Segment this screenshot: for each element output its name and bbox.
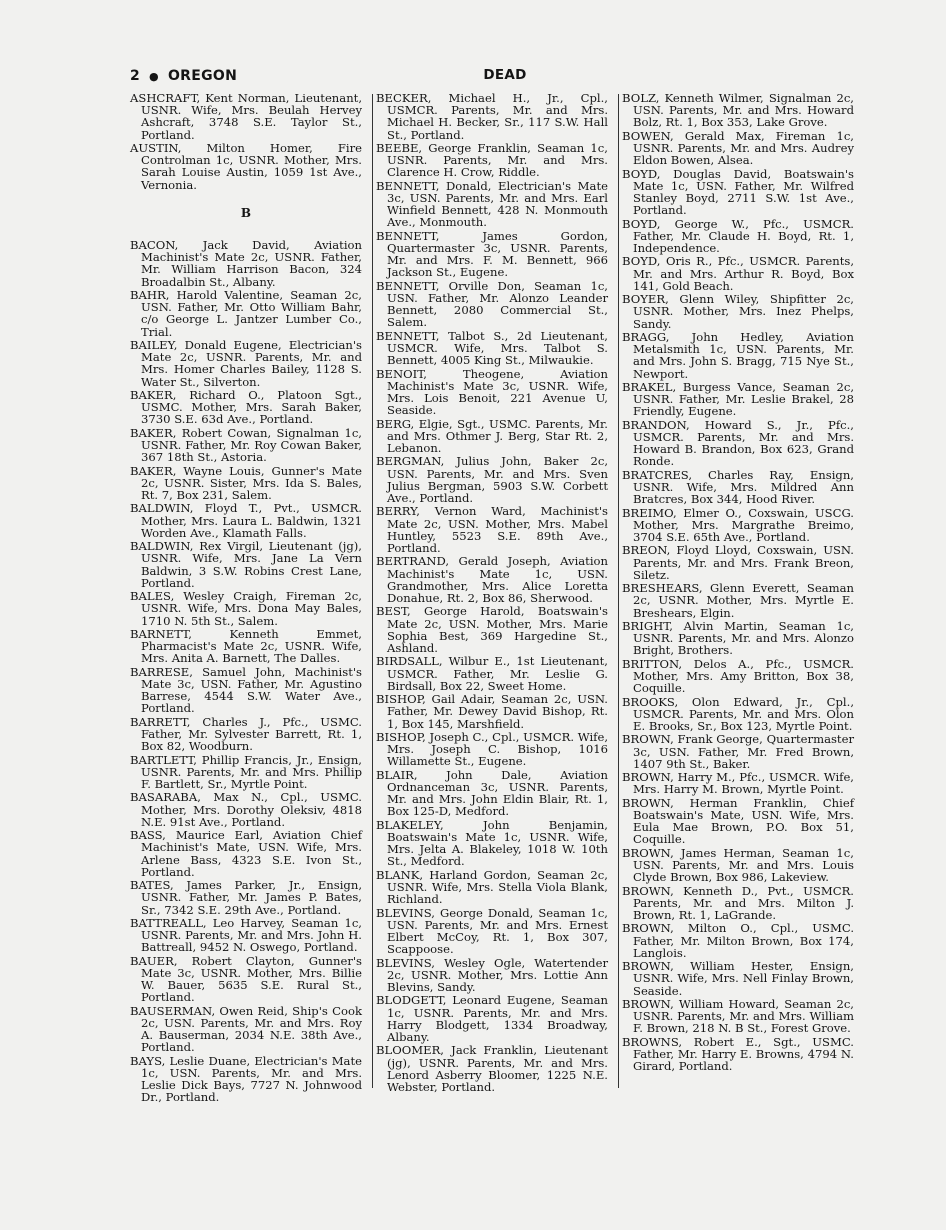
casualty-entry: AUSTIN, Milton Homer, Fire Controlman 1c, USNR. Mother, Mrs. Sarah Louise Austin, 1059 1st Ave., Vernonia. <box>130 141 362 192</box>
casualty-entry: BROWN, Milton O., Cpl., USMC. Father, Mr. Milton Brown, Box 174, Langlois. <box>622 921 854 960</box>
casualty-entry: BROWN, William Hester, Ensign, USNR. Wife, Mrs. Nell Finlay Brown, Seaside. <box>622 959 854 998</box>
casualty-entry: BOWEN, Gerald Max, Fireman 1c, USNR. Parents, Mr. and Mrs. Audrey Eldon Bowen, Alsea. <box>622 128 854 168</box>
casualty-entry: BRAKEL, Burgess Vance, Seaman 2c, USNR. Father, Mr. Leslie Brakel, 28 Friendly, Eugene. <box>622 379 854 419</box>
casualty-entry: BISHOP, Joseph C., Cpl., USMCR. Wife, Mrs. Joseph C. Bishop, 1016 Willamette St., Eugene. <box>376 729 608 769</box>
page-header <box>130 66 860 88</box>
casualty-entry: BIRDSALL, Wilbur E., 1st Lieutenant, USMCR. Father, Mr. Leslie G. Birdsall, Box 22, Sweet Home. <box>376 654 608 693</box>
casualty-entry: BAYS, Leslie Duane, Electrician's Mate 1c, USN. Parents, Mr. and Mrs. Leslie Dick Bays, 7727 N. Johnwood Dr., Portland. <box>130 1053 362 1105</box>
column-2 <box>376 92 608 1094</box>
casualty-entry: BOYD, Oris R., Pfc., USMCR. Parents, Mr. and Mrs. Arthur R. Boyd, Box 141, Gold Beach. <box>622 254 854 293</box>
casualty-entry: BALES, Wesley Craigh, Fireman 2c, USNR. Wife, Mrs. Dona May Bales, 1710 N. 5th St., Salem. <box>130 589 362 628</box>
casualty-entry: BAHR, Harold Valentine, Seaman 2c, USN. Father, Mr. Otto William Bahr, c/o George L. Jantzer Lumber Co., Trial. <box>130 288 362 339</box>
casualty-entry: BATES, James Parker, Jr., Ensign, USNR. Father, Mr. James P. Bates, Sr., 7342 S.E. 29th Ave., Portland. <box>130 878 362 917</box>
casualty-entry: BAKER, Richard O., Platoon Sgt., USMC. Mother, Mrs. Sarah Baker, 3730 S.E. 63d Ave., Portland. <box>130 388 362 427</box>
casualty-entry: BENNETT, Orville Don, Seaman 1c, USN. Father, Mr. Alonzo Leander Bennett, 2080 Commercial St., Salem. <box>376 278 608 330</box>
casualty-entry: BRIGHT, Alvin Martin, Seaman 1c, USNR. Parents, Mr. and Mrs. Alonzo Bright, Brothers. <box>622 618 854 658</box>
casualty-entry: BENOIT, Theogene, Aviation Machinist's Mate 3c, USNR. Wife, Mrs. Lois Benoit, 221 Avenue U, Seaside. <box>376 366 608 418</box>
casualty-entry: BOLZ, Kenneth Wilmer, Signalman 2c, USN. Parents, Mr. and Mrs. Howard Bolz, Rt. 1, Box 353, Lake Grove. <box>622 91 854 130</box>
casualty-entry: BLODGETT, Leonard Eugene, Seaman 1c, USNR. Parents, Mr. and Mrs. Harry Blodgett, 1334 Broadway, Albany. <box>376 993 608 1044</box>
casualty-entry: BROWN, Kenneth D., Pvt., USMCR. Parents, Mr. and Mrs. Milton J. Brown, Rt. 1, LaGrande. <box>622 883 854 922</box>
casualty-entry: BENNETT, Talbot S., 2d Lieutenant, USMCR. Wife, Mrs. Talbot S. Bennett, 4005 King St., Milwaukie. <box>376 328 608 368</box>
casualty-entry: BROOKS, Olon Edward, Jr., Cpl., USMCR. Parents, Mr. and Mrs. Olon E. Brooks, Sr., Box 123, Myrtle Point. <box>622 694 854 733</box>
column-3 <box>622 92 854 1074</box>
casualty-entry: BRESHEARS, Glenn Everett, Seaman 2c, USNR. Mother, Mrs. Myrtle E. Breshears, Elgin. <box>622 581 854 620</box>
column-divider <box>618 94 619 1088</box>
section-letter: B <box>240 205 252 220</box>
casualty-entry: BROWN, Herman Franklin, Chief Boatswain's Mate, USN. Wife, Mrs. Eula Mae Brown, P.O. Box 51, Coquille. <box>622 795 854 847</box>
casualty-entry: BASARABA, Max N., Cpl., USMC. Mother, Mrs. Dorothy Oleksiv, 4818 N.E. 91st Ave., Portland. <box>130 790 362 829</box>
casualty-entry: ASHCRAFT, Kent Norman, Lieutenant, USNR. Wife, Mrs. Beulah Hervey Ashcraft, 3748 S.E. Taylor St., Portland. <box>130 91 362 142</box>
casualty-entry: BERGMAN, Julius John, Baker 2c, USN. Parents, Mr. and Mrs. Sven Julius Bergman, 5903 S.W. Corbett Ave., Portland. <box>376 454 608 505</box>
casualty-entry: BATTREALL, Leo Harvey, Seaman 1c, USNR. Parents, Mr. and Mrs. John H. Battreall, 9452 N. Oswego, Portland. <box>130 915 362 955</box>
casualty-entry: BREON, Floyd Lloyd, Coxswain, USN. Parents, Mr. and Mrs. Frank Breon, Siletz. <box>622 543 854 582</box>
casualty-entry: BOYD, George W., Pfc., USMCR. Father, Mr. Claude H. Boyd, Rt. 1, Independence. <box>622 216 854 255</box>
casualty-entry: BLEVINS, Wesley Ogle, Watertender 2c, USNR. Mother, Mrs. Lottie Ann Blevins, Sandy. <box>376 955 608 994</box>
casualty-entry: BARNETT, Kenneth Emmet, Pharmacist's Mate 2c, USNR. Wife, Mrs. Anita A. Barnett, The Dalles. <box>130 627 362 666</box>
casualty-entry: BLAIR, John Dale, Aviation Ordnanceman 3c, USNR. Parents, Mr. and Mrs. John Eldin Blair, Rt. 1, Box 125-D, Medford. <box>376 767 608 819</box>
casualty-entry: BROWN, James Herman, Seaman 1c, USN. Parents, Mr. and Mrs. Louis Clyde Brown, Box 986, Lakeview. <box>622 845 854 885</box>
casualty-entry: BARRETT, Charles J., Pfc., USMC. Father, Mr. Sylvester Barrett, Rt. 1, Box 82, Woodburn. <box>130 714 362 754</box>
column-divider <box>372 94 373 1088</box>
casualty-entry: BENNETT, Donald, Electrician's Mate 3c, USN. Parents, Mr. and Mrs. Earl Winfield Bennett, 428 N. Monmouth Ave., Monmouth. <box>376 178 608 230</box>
casualty-entry: BOYER, Glenn Wiley, Shipfitter 2c, USNR. Mother, Mrs. Inez Phelps, Sandy. <box>622 292 854 331</box>
casualty-entry: BERRY, Vernon Ward, Machinist's Mate 2c, USN. Mother, Mrs. Mabel Huntley, 5523 S.E. 89th Ave., Portland. <box>376 504 608 555</box>
casualty-entry: BACON, Jack David, Aviation Machinist's Mate 2c, USNR. Father, Mr. William Harrison Bacon, 324 Broadalbin St., Albany. <box>130 238 362 289</box>
casualty-entry: BASS, Maurice Earl, Aviation Chief Machinist's Mate, USN. Wife, Mrs. Arlene Bass, 4323 S.E. Ivon St., Portland. <box>130 828 362 879</box>
casualty-entry: BERG, Elgie, Sgt., USMC. Parents, Mr. and Mrs. Othmer J. Berg, Star Rt. 2, Lebanon. <box>376 416 608 455</box>
casualty-entry: BRAGG, John Hedley, Aviation Metalsmith 1c, USN. Parents, Mr. and Mrs. John S. Bragg, 715 Nye St., Newport. <box>622 329 854 381</box>
casualty-entry: BEST, George Harold, Boatswain's Mate 2c, USN. Mother, Mrs. Marie Sophia Best, 369 Hargedine St., Ashland. <box>376 604 608 655</box>
casualty-entry: BECKER, Michael H., Jr., Cpl., USMCR. Parents, Mr. and Mrs. Michael H. Becker, Sr., 117 S.W. Hall St., Portland. <box>376 91 608 142</box>
casualty-entry: BROWNS, Robert E., Sgt., USMC. Father, Mr. Harry E. Browns, 4794 N. Girard, Portland. <box>622 1034 854 1074</box>
casualty-entry: BARTLETT, Phillip Francis, Jr., Ensign, USNR. Parents, Mr. and Mrs. Phillip F. Bartlett, Sr., Myrtle Point. <box>130 752 362 791</box>
column-1 <box>130 92 362 1105</box>
page-number: 2 <box>130 68 141 84</box>
casualty-entry: BLANK, Harland Gordon, Seaman 2c, USNR. Wife, Mrs. Stella Viola Blank, Richland. <box>376 867 608 907</box>
casualty-entry: BREIMO, Elmer O., Coxswain, USCG. Mother, Mrs. Margrathe Breimo, 3704 S.E. 65th Ave., Portland. <box>622 505 854 544</box>
casualty-entry: BALDWIN, Rex Virgil, Lieutenant (jg), USNR. Wife, Mrs. Jane La Vern Baldwin, 3 S.W. Robins Crest Lane, Portland. <box>130 539 362 590</box>
section-title: DEAD <box>483 67 527 83</box>
casualty-entry: BROWN, Harry M., Pfc., USMCR. Wife, Mrs. Harry M. Brown, Myrtle Point. <box>622 770 854 797</box>
casualty-entry: BALDWIN, Floyd T., Pvt., USMCR. Mother, Mrs. Laura L. Baldwin, 1321 Worden Ave., Klamath Falls. <box>130 501 362 540</box>
casualty-entry: BAUSERMAN, Owen Reid, Ship's Cook 2c, USN. Parents, Mr. and Mrs. Roy A. Bauserman, 2034 N.E. 38th Ave., Portland. <box>130 1003 362 1055</box>
casualty-entry: BROWN, William Howard, Seaman 2c, USNR. Parents, Mr. and Mrs. William F. Brown, 218 N. B St., Forest Grove. <box>622 996 854 1036</box>
casualty-entry: BAKER, Wayne Louis, Gunner's Mate 2c, USNR. Sister, Mrs. Ida S. Bales, Rt. 7, Box 231, Salem. <box>130 463 362 503</box>
casualty-entry: BEEBE, George Franklin, Seaman 1c, USNR. Parents, Mr. and Mrs. Clarence H. Crow, Riddle. <box>376 141 608 180</box>
casualty-entry: BLEVINS, George Donald, Seaman 1c, USN. Parents, Mr. and Mrs. Ernest Elbert McCoy, Rt. 1, Box 307, Scappoose. <box>376 905 608 957</box>
casualty-entry: BRATCRES, Charles Ray, Ensign, USNR. Wife, Mrs. Mildred Ann Bratcres, Box 344, Hood River. <box>622 467 854 507</box>
casualty-entry: BERTRAND, Gerald Joseph, Aviation Machinist's Mate 1c, USN. Grandmother, Mrs. Alice Loretta Donahue, Rt. 2, Box 86, Sherwood. <box>376 554 608 605</box>
state-name: OREGON <box>167 68 238 84</box>
casualty-entry: BAILEY, Donald Eugene, Electrician's Mate 2c, USNR. Parents, Mr. and Mrs. Homer Charles Bailey, 1128 S. Water St., Silverton. <box>130 338 362 389</box>
casualty-entry: BOYD, Douglas David, Boatswain's Mate 1c, USN. Father, Mr. Wilfred Stanley Boyd, 2711 S.W. 1st Ave., Portland. <box>622 166 854 218</box>
casualty-entry: BAKER, Robert Cowan, Signalman 1c, USNR. Father, Mr. Roy Cowan Baker, 367 18th St., Astoria. <box>130 425 362 465</box>
casualty-entry: BROWN, Frank George, Quartermaster 3c, USN. Father, Mr. Fred Brown, 1407 9th St., Baker. <box>622 732 854 771</box>
casualty-entry: BENNETT, James Gordon, Quartermaster 3c, USNR. Parents, Mr. and Mrs. F. M. Bennett, 966 Jackson St., Eugene. <box>376 228 608 280</box>
header-left <box>130 68 237 84</box>
casualty-entry: BARRESE, Samuel John, Machinist's Mate 3c, USN. Father, Mr. Agustino Barrese, 4544 S.W. Water Ave., Portland. <box>130 664 362 716</box>
casualty-entry: BLAKELEY, John Benjamin, Boatswain's Mate 1c, USNR. Wife, Mrs. Jelta A. Blakeley, 1018 W. 10th St., Medford. <box>376 817 608 869</box>
casualty-entry: BRITTON, Delos A., Pfc., USMCR. Mother, Mrs. Amy Britton, Box 38, Coquille. <box>622 656 854 696</box>
casualty-entry: BISHOP, Gail Adair, Seaman 2c, USN. Father, Mr. Dewey David Bishop, Rt. 1, Box 145, Marshfield. <box>376 692 608 731</box>
casualty-entry: BRANDON, Howard S., Jr., Pfc., USMCR. Parents, Mr. and Mrs. Howard B. Brandon, Box 623, Grand Ronde. <box>622 417 854 469</box>
casualty-entry: BAUER, Robert Clayton, Gunner's Mate 3c, USNR. Mother, Mrs. Billie W. Bauer, 5635 S.E. Rural St., Portland. <box>130 953 362 1005</box>
bullet-icon: ● <box>149 69 159 83</box>
casualty-entry: BLOOMER, Jack Franklin, Lieutenant (jg), USNR. Parents, Mr. and Mrs. Lenord Asberry Bloomer, 1225 N.E. Webster, Portland. <box>376 1043 608 1094</box>
